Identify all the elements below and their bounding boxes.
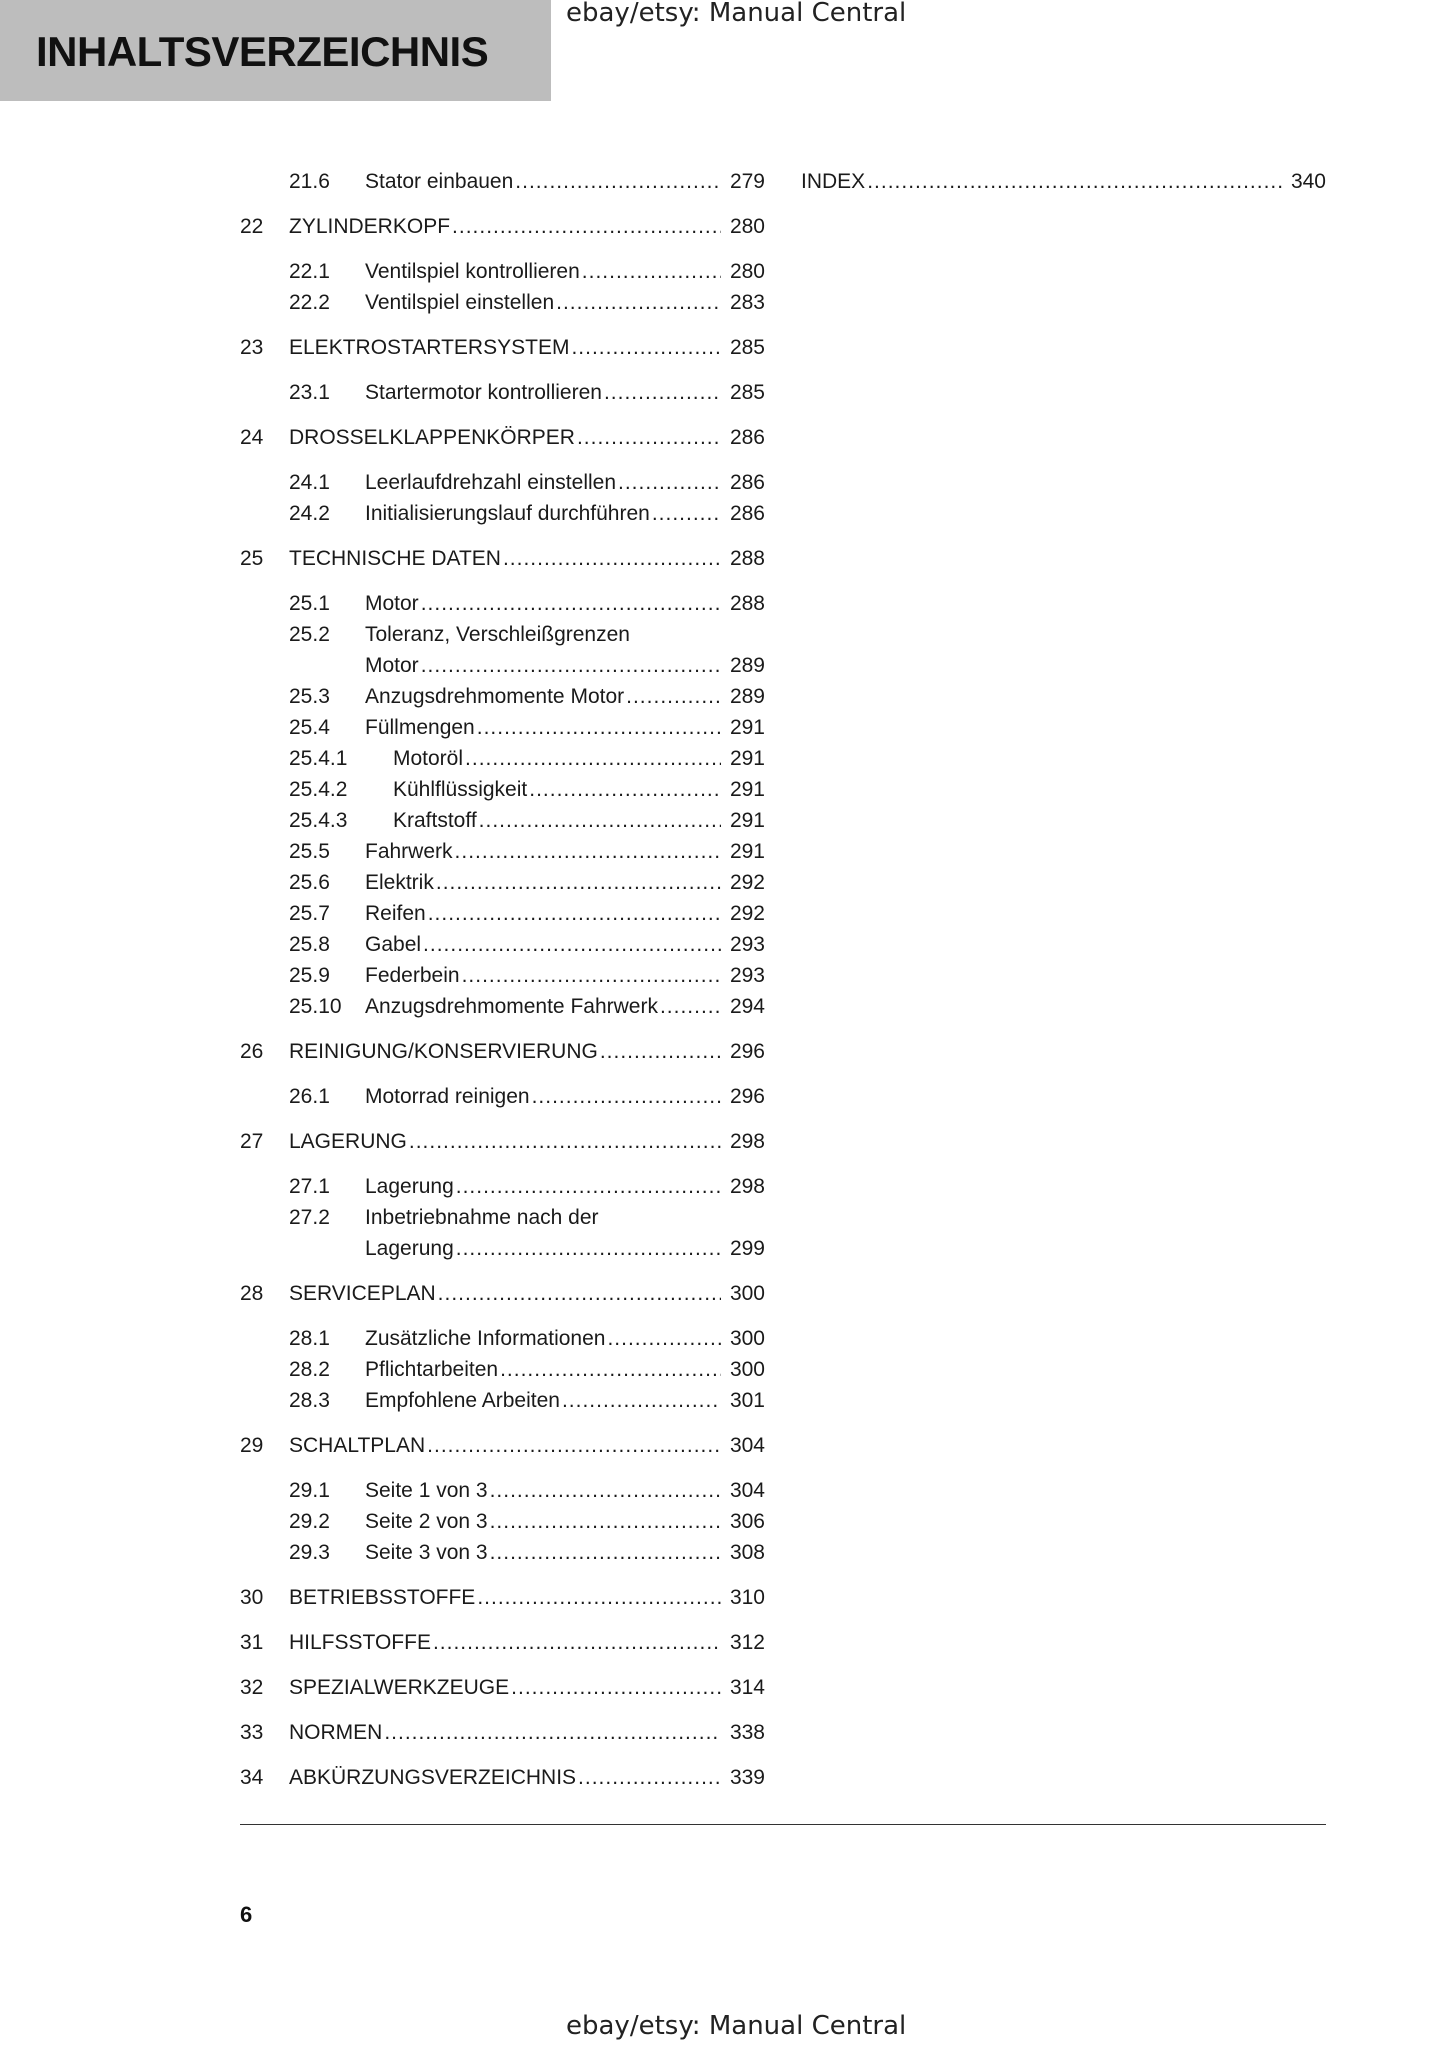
toc-entry-title: ABKÜRZUNGSVERZEICHNIS: [289, 1766, 577, 1789]
toc-entry-page: 294: [729, 995, 765, 1018]
toc-entry-title: Gabel: [365, 933, 422, 956]
toc-entry[interactable]: [240, 1672, 765, 1703]
dot-leader: [423, 929, 721, 960]
toc-entry-text: [289, 211, 725, 242]
toc-entry[interactable]: [240, 1036, 765, 1067]
toc-entry-text: [365, 377, 725, 408]
toc-entry-page: 301: [729, 1389, 765, 1412]
toc-entry-number: 23.1: [289, 381, 330, 404]
toc-entry-number: 27.1: [289, 1175, 330, 1198]
toc-entry-page: 289: [729, 654, 765, 677]
toc-entry-text: [393, 805, 725, 836]
toc-entry-text: [365, 929, 725, 960]
dot-leader: [511, 1672, 721, 1703]
toc-entry[interactable]: [240, 1717, 765, 1748]
toc-entry-page: 288: [729, 547, 765, 570]
toc-entry-title: DROSSELKLAPPENKÖRPER: [289, 426, 575, 449]
toc-entry[interactable]: [240, 960, 765, 991]
toc-entry-page: 291: [729, 840, 765, 863]
toc-entry-page: 296: [729, 1040, 765, 1063]
toc-entry-number: 25.6: [289, 871, 330, 894]
toc-entry-text: [365, 681, 725, 712]
page-number: 6: [240, 1902, 253, 1927]
toc-entry-text: [365, 287, 725, 318]
dot-leader: [578, 1762, 721, 1793]
dot-leader: [452, 211, 721, 242]
toc-entry-title: Anzugsdrehmomente Fahrwerk: [365, 995, 658, 1018]
toc-right-column: [801, 166, 1326, 197]
toc-entry-text: [365, 1354, 725, 1385]
dot-leader: [582, 256, 721, 287]
dot-leader: [477, 1582, 721, 1613]
toc-entry[interactable]: [240, 256, 765, 287]
toc-entry-text: [365, 256, 725, 287]
toc-entry[interactable]: [240, 619, 765, 681]
toc-entry-number: 25.7: [289, 902, 330, 925]
toc-entry[interactable]: [240, 1323, 765, 1354]
toc-entry[interactable]: [240, 1582, 765, 1613]
toc-entry-title: Motor: [365, 592, 419, 615]
toc-entry-page: 289: [729, 685, 765, 708]
toc-entry-number: 29.1: [289, 1479, 330, 1502]
toc-entry-number: 26: [240, 1040, 264, 1063]
toc-entry-number: 24: [240, 426, 264, 449]
toc-entry-title: Startermotor kontrollieren: [365, 381, 602, 404]
toc-entry[interactable]: [240, 1385, 765, 1416]
toc-entry-number: 23: [240, 336, 264, 359]
toc-entry-text: [365, 898, 725, 929]
toc-entry-page: 285: [729, 336, 765, 359]
toc-entry[interactable]: [240, 1430, 765, 1461]
toc-entry-number: 25.2: [289, 623, 330, 646]
toc-entry[interactable]: [240, 805, 765, 836]
toc-entry[interactable]: [240, 1126, 765, 1157]
toc-entry-number: 27.2: [289, 1206, 330, 1229]
dot-leader: [427, 1430, 721, 1461]
toc-entry-page: 286: [729, 471, 765, 494]
watermark-bottom: ebay/etsy: Manual Central: [566, 2011, 907, 2041]
toc-entry-number: 29.2: [289, 1510, 330, 1533]
dot-leader: [465, 743, 721, 774]
toc-entry-number: 22.2: [289, 291, 330, 314]
toc-left-column: [240, 166, 765, 1793]
toc-entry-title: Pflichtarbeiten: [365, 1358, 499, 1381]
toc-entry-number: 24.2: [289, 502, 330, 525]
toc-entry-title: SCHALTPLAN: [289, 1434, 426, 1457]
toc-entry-page: 299: [729, 1237, 765, 1260]
toc-entry-text: [365, 960, 725, 991]
toc-entry[interactable]: [240, 287, 765, 318]
toc-entry-page: 292: [729, 902, 765, 925]
toc-entry-number: 25.10: [289, 995, 342, 1018]
dot-leader: [600, 1036, 721, 1067]
toc-entry-page: 306: [729, 1510, 765, 1533]
dot-leader: [428, 898, 721, 929]
toc-entry-page: 298: [729, 1175, 765, 1198]
toc-entry[interactable]: [240, 1537, 765, 1568]
toc-entry-number: 30: [240, 1586, 264, 1609]
toc-entry-title: LAGERUNG: [289, 1130, 407, 1153]
toc-entry-number: 29: [240, 1434, 264, 1457]
toc-entry-text: [289, 1036, 725, 1067]
toc-entry-page: 304: [729, 1434, 765, 1457]
dot-leader: [652, 498, 721, 529]
dot-leader: [433, 1627, 721, 1658]
toc-entry-title: Elektrik: [365, 871, 434, 894]
dot-leader: [456, 1233, 721, 1264]
toc-entry-page: 338: [729, 1721, 765, 1744]
toc-entry-title: Ventilspiel einstellen: [365, 291, 555, 314]
toc-entry-page: 340: [1290, 170, 1326, 193]
toc-entry[interactable]: [240, 774, 765, 805]
page-title: INHALTSVERZEICHNIS: [36, 28, 489, 75]
dot-leader: [571, 332, 721, 363]
toc-entry-title: Seite 2 von 3: [365, 1510, 488, 1533]
toc-entry-number: 27: [240, 1130, 264, 1153]
toc-entry-page: 291: [729, 716, 765, 739]
dot-leader: [618, 467, 721, 498]
dot-leader: [532, 1081, 721, 1112]
dot-leader: [456, 1171, 721, 1202]
toc-entry-page: 314: [729, 1676, 765, 1699]
toc-entry-number: 33: [240, 1721, 264, 1744]
toc-entry-number: 28.3: [289, 1389, 330, 1412]
toc-entry-number: 25.9: [289, 964, 330, 987]
toc-entry-text: [393, 743, 725, 774]
toc-entry-text: [289, 543, 725, 574]
toc-entry[interactable]: [240, 743, 765, 774]
toc-entry-title: Stator einbauen: [365, 170, 514, 193]
toc-entry-title: Initialisierungslauf durchführen: [365, 502, 650, 525]
toc-entry-number: 25.4.2: [289, 778, 348, 801]
dot-leader: [462, 960, 721, 991]
toc-entry-page: 300: [729, 1358, 765, 1381]
toc-entry[interactable]: [240, 898, 765, 929]
toc-entry-text: [365, 588, 725, 619]
toc-entry[interactable]: [240, 1475, 765, 1506]
dot-leader: [455, 836, 721, 867]
toc-entry-title: ZYLINDERKOPF: [289, 215, 451, 238]
toc-entry[interactable]: [240, 867, 765, 898]
toc-entry[interactable]: [240, 467, 765, 498]
toc-entry-title: Fahrwerk: [365, 840, 453, 863]
toc-entry-text: [289, 1672, 725, 1703]
toc-entry-number: 24.1: [289, 471, 330, 494]
dot-leader: [515, 166, 721, 197]
toc-entry[interactable]: [240, 1762, 765, 1793]
watermark-top: ebay/etsy: Manual Central: [566, 0, 907, 28]
toc-entry-page: 310: [729, 1586, 765, 1609]
dot-leader: [477, 712, 721, 743]
toc-entry-text: [801, 166, 1286, 197]
toc-entry-title: Lagerung: [365, 1175, 454, 1198]
toc-entry-page: 291: [729, 747, 765, 770]
toc-entry-text: [365, 1475, 725, 1506]
toc-entry-text: [289, 422, 725, 453]
toc-entry-text: [365, 1171, 725, 1202]
dot-leader: [604, 377, 721, 408]
toc-entry-title: Zusätzliche Informationen: [365, 1327, 606, 1350]
toc-entry[interactable]: [240, 498, 765, 529]
toc-entry-number: 25.8: [289, 933, 330, 956]
dot-leader: [660, 991, 721, 1022]
dot-leader: [529, 774, 721, 805]
toc-entry-number: 25.5: [289, 840, 330, 863]
toc-entry-text: [289, 1627, 725, 1658]
toc-entry-page: 286: [729, 502, 765, 525]
toc-entry-title-continued: Motor: [365, 654, 419, 677]
toc-entry-page: 291: [729, 778, 765, 801]
toc-entry-title: Reifen: [365, 902, 426, 925]
toc-entry[interactable]: [240, 377, 765, 408]
toc-entry-title-continued: Lagerung: [365, 1237, 454, 1260]
toc-entry-text: [365, 1385, 725, 1416]
dot-leader: [436, 867, 721, 898]
toc-entry-page: 285: [729, 381, 765, 404]
toc-entry[interactable]: [240, 1081, 765, 1112]
toc-entry-title: Ventilspiel kontrollieren: [365, 260, 580, 283]
toc-entry-text: [365, 867, 725, 898]
toc-entry-text: [365, 836, 725, 867]
toc-entry-text: [365, 1323, 725, 1354]
toc-entry-text: [365, 619, 725, 681]
toc-entry-page: 296: [729, 1085, 765, 1108]
toc-entry-page: 291: [729, 809, 765, 832]
dot-leader: [490, 1537, 721, 1568]
dot-leader: [500, 1354, 721, 1385]
toc-entry-number: 25: [240, 547, 264, 570]
toc-entry-text: [289, 1762, 725, 1793]
toc-entry-number: 25.4.1: [289, 747, 348, 770]
toc-entry-page: 293: [729, 964, 765, 987]
toc-entry[interactable]: [240, 929, 765, 960]
dot-leader: [867, 166, 1282, 197]
toc-entry-title: BETRIEBSSTOFFE: [289, 1586, 476, 1609]
toc-entry-page: 298: [729, 1130, 765, 1153]
toc-entry-page: 308: [729, 1541, 765, 1564]
dot-leader: [626, 681, 721, 712]
toc-entry[interactable]: [240, 1627, 765, 1658]
toc-entry-text: [289, 1278, 725, 1309]
toc-entry-text: [289, 1717, 725, 1748]
toc-entry-title: REINIGUNG/KONSERVIERUNG: [289, 1040, 598, 1063]
dot-leader: [577, 422, 721, 453]
toc-entry[interactable]: [801, 166, 1326, 197]
toc-entry-text: [365, 1202, 725, 1264]
toc-entry-page: 300: [729, 1327, 765, 1350]
toc-entry-page: 286: [729, 426, 765, 449]
dot-leader: [503, 543, 721, 574]
toc-entry-number: 21.6: [289, 170, 330, 193]
toc-entry-number: 25.1: [289, 592, 330, 615]
dot-leader: [384, 1717, 721, 1748]
toc-entry-page: 339: [729, 1766, 765, 1789]
dot-leader: [490, 1475, 721, 1506]
footer-divider: [240, 1824, 1326, 1825]
toc-entry-title: TECHNISCHE DATEN: [289, 547, 501, 570]
toc-entry-number: 25.4: [289, 716, 330, 739]
toc-entry-number: 31: [240, 1631, 264, 1654]
dot-leader: [562, 1385, 721, 1416]
toc-entry-text: [289, 1126, 725, 1157]
toc-entry-title: Seite 1 von 3: [365, 1479, 488, 1502]
toc-entry[interactable]: [240, 1171, 765, 1202]
toc-entry-title: ELEKTROSTARTERSYSTEM: [289, 336, 570, 359]
toc-entry-text: [365, 1506, 725, 1537]
toc-entry[interactable]: [240, 681, 765, 712]
toc-entry-number: 22.1: [289, 260, 330, 283]
toc-entry-text: [289, 1582, 725, 1613]
toc-entry[interactable]: [240, 166, 765, 197]
header-banner: [0, 0, 551, 101]
toc-entry-page: 280: [729, 215, 765, 238]
toc-entry[interactable]: [240, 991, 765, 1022]
toc-entry-text: [365, 467, 725, 498]
toc-entry-number: 28: [240, 1282, 264, 1305]
toc-entry-title: HILFSSTOFFE: [289, 1631, 431, 1654]
toc-entry-text: [289, 1430, 725, 1461]
dot-leader: [607, 1323, 721, 1354]
toc-entry-page: 283: [729, 291, 765, 314]
toc-entry[interactable]: [240, 588, 765, 619]
toc-entry-title: Motorrad reinigen: [365, 1085, 530, 1108]
toc-entry-title: Kraftstoff: [393, 809, 477, 832]
toc-entry-page: 280: [729, 260, 765, 283]
toc-entry-number: 28.1: [289, 1327, 330, 1350]
toc-entry-number: 22: [240, 215, 264, 238]
toc-entry[interactable]: [240, 211, 765, 242]
toc-entry-page: 279: [729, 170, 765, 193]
toc-entry-page: 312: [729, 1631, 765, 1654]
toc-entry-text: [393, 774, 725, 805]
toc-entry-title: NORMEN: [289, 1721, 383, 1744]
toc-entry-number: 28.2: [289, 1358, 330, 1381]
toc-entry-title: Empfohlene Arbeiten: [365, 1389, 560, 1412]
toc-entry[interactable]: [240, 712, 765, 743]
toc-entry[interactable]: [240, 1202, 765, 1264]
toc-entry[interactable]: [240, 1278, 765, 1309]
toc-entry[interactable]: [240, 543, 765, 574]
toc-entry-title: Motoröl: [393, 747, 464, 770]
toc-entry-title: Toleranz, Verschleißgrenzen: [365, 623, 630, 646]
toc-entry[interactable]: [240, 836, 765, 867]
toc-entry-page: 288: [729, 592, 765, 615]
dot-leader: [421, 650, 721, 681]
dot-leader: [409, 1126, 721, 1157]
toc-entry-title: Kühlflüssigkeit: [393, 778, 528, 801]
toc-entry-title: Füllmengen: [365, 716, 475, 739]
dot-leader: [438, 1278, 721, 1309]
toc-entry-number: 26.1: [289, 1085, 330, 1108]
toc-entry[interactable]: [240, 332, 765, 363]
toc-entry[interactable]: [240, 422, 765, 453]
toc-entry-title: Anzugsdrehmomente Motor: [365, 685, 625, 708]
toc-entry-page: 292: [729, 871, 765, 894]
toc-entry-number: 29.3: [289, 1541, 330, 1564]
dot-leader: [479, 805, 721, 836]
toc-entry-text: [365, 991, 725, 1022]
toc-entry[interactable]: [240, 1506, 765, 1537]
toc-entry-text: [365, 166, 725, 197]
dot-leader: [421, 588, 721, 619]
toc-entry-text: [365, 498, 725, 529]
toc-entry-title: SERVICEPLAN: [289, 1282, 436, 1305]
toc-entry-number: 25.4.3: [289, 809, 348, 832]
toc-entry-title: SPEZIALWERKZEUGE: [289, 1676, 510, 1699]
toc-entry[interactable]: [240, 1354, 765, 1385]
toc-entry-text: [365, 1081, 725, 1112]
toc-entry-number: 32: [240, 1676, 264, 1699]
toc-entry-text: [365, 1537, 725, 1568]
dot-leader: [490, 1506, 721, 1537]
toc-entry-number: 25.3: [289, 685, 330, 708]
toc-entry-text: [289, 332, 725, 363]
toc-entry-title: Federbein: [365, 964, 460, 987]
toc-entry-page: 300: [729, 1282, 765, 1305]
dot-leader: [556, 287, 721, 318]
toc-entry-title: Leerlaufdrehzahl einstellen: [365, 471, 617, 494]
toc-entry-page: 304: [729, 1479, 765, 1502]
toc-entry-title: Inbetriebnahme nach der: [365, 1206, 599, 1229]
toc-entry-title: Seite 3 von 3: [365, 1541, 488, 1564]
toc-entry-number: 34: [240, 1766, 264, 1789]
toc-entry-title: INDEX: [801, 170, 866, 193]
toc-entry-text: [365, 712, 725, 743]
toc-entry-page: 293: [729, 933, 765, 956]
